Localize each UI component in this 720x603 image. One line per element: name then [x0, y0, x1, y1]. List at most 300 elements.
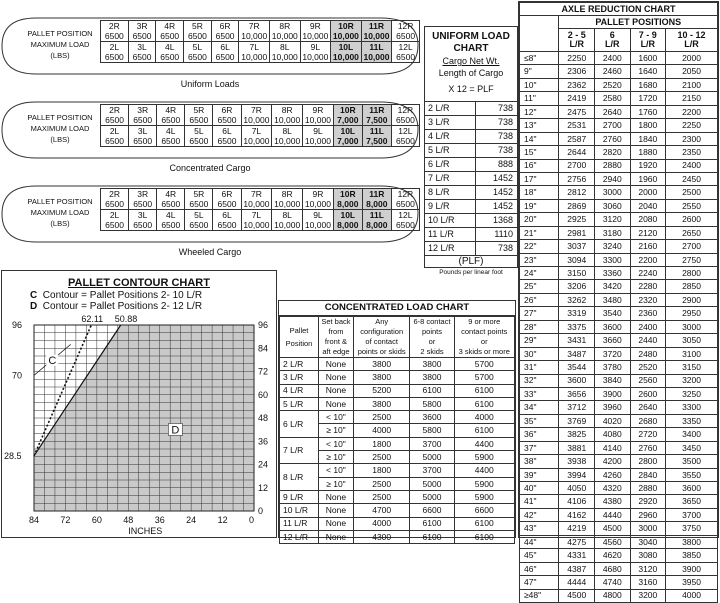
- axle-height: 34": [520, 401, 559, 414]
- conc-header-line: from: [328, 327, 344, 336]
- right-label: 60: [258, 389, 269, 400]
- axle-value: 2360: [630, 307, 666, 320]
- conc-header-9: [454, 317, 514, 358]
- pallet-max-load: 7,000: [337, 136, 359, 146]
- pallet-position: 5R: [191, 21, 203, 31]
- conc-pos: 6 L/R: [280, 411, 319, 438]
- axle-value: 4800: [595, 589, 631, 602]
- contour-plot: [2, 271, 276, 537]
- conc-setback: < 10": [319, 437, 354, 450]
- axle-value: 4680: [595, 562, 631, 575]
- pallet-position: 2R: [109, 189, 120, 199]
- conc-header-line: contact points: [461, 327, 508, 336]
- pallet-position: 6L: [220, 42, 230, 52]
- pallet-position: 12R: [397, 21, 414, 31]
- pallet-max-load: 10,000: [304, 136, 331, 146]
- uniform-cell: 888: [475, 158, 517, 172]
- axle-value: 2812: [559, 186, 595, 199]
- conc-header-line: 2 skids: [420, 347, 444, 356]
- conc-pos: 3 L/R: [280, 371, 319, 384]
- pallet-max-load: 10,000: [363, 52, 390, 62]
- pallet-position: 9L: [310, 42, 321, 52]
- axle-value: 1600: [630, 52, 666, 65]
- conc-setback: ≥ 10": [319, 424, 354, 437]
- pallet-position: 6R: [221, 189, 233, 199]
- axle-value: 4387: [559, 562, 595, 575]
- pallet-max-load: 6500: [160, 52, 180, 62]
- axle-value: 3600: [666, 482, 718, 495]
- axle-value: 3240: [595, 240, 631, 253]
- pallet-max-load: 8,000: [337, 220, 359, 230]
- axle-value: 3400: [666, 428, 718, 441]
- conc-header-line: or: [428, 337, 436, 346]
- axle-height: 33": [520, 387, 559, 400]
- pallet-cell: [391, 210, 419, 231]
- fuselage-caption: Uniform Loads: [180, 79, 240, 89]
- axle-row: [520, 146, 718, 159]
- pallet-cell: [185, 210, 213, 231]
- conc-9: 5900: [454, 490, 514, 503]
- axle-value: 1920: [630, 159, 666, 172]
- pallet-max-load: 10,000: [304, 115, 331, 125]
- axle-value: 2120: [630, 226, 666, 239]
- conc-header-line: points: [421, 327, 442, 336]
- pallet-position: 3L: [137, 126, 148, 136]
- axle-row: [520, 132, 718, 145]
- axle-value: 3120: [630, 562, 666, 575]
- uniform-row: [425, 158, 517, 172]
- conc-header-any: [353, 317, 410, 358]
- axle-value: 3200: [666, 374, 718, 387]
- pallet-cell: [392, 42, 420, 63]
- pallet-max-load: 6500: [105, 199, 125, 209]
- axle-value: 3037: [559, 240, 595, 253]
- uniform-cell: 8 L/R: [425, 186, 475, 200]
- pallet-cell: [156, 42, 184, 63]
- conc-header-line: 6-8 contact: [413, 317, 451, 326]
- fuselage-row-label: (LBS): [50, 135, 70, 144]
- pallet-max-load: 10,000: [243, 199, 270, 209]
- axle-col-header-line: L/R: [684, 39, 699, 49]
- pallet-position: 10L: [340, 126, 356, 136]
- axle-value: 3420: [595, 280, 631, 293]
- pallet-grid: [100, 188, 420, 231]
- right-label: 36: [258, 436, 269, 447]
- uniform-cell: 9 L/R: [425, 200, 475, 214]
- axle-row: [520, 240, 718, 253]
- axle-value: 3700: [666, 508, 718, 521]
- axle-height: ≤8": [520, 52, 559, 65]
- pallet-position: 4L: [164, 42, 175, 52]
- pallet-position: 3R: [136, 21, 148, 31]
- axle-value: 3300: [666, 401, 718, 414]
- axle-value: 4500: [595, 522, 631, 535]
- axle-value: 2200: [630, 253, 666, 266]
- axle-col-header-line: L/R: [605, 39, 620, 49]
- axle-value: 4275: [559, 535, 595, 548]
- right-label: 72: [258, 366, 269, 377]
- pallet-cell: [241, 189, 272, 210]
- pallet-max-load: 6500: [133, 115, 153, 125]
- axle-value: 3206: [559, 280, 595, 293]
- axle-value: 2869: [559, 199, 595, 212]
- pallet-position: 3L: [137, 42, 147, 52]
- axle-value: 2000: [666, 52, 718, 65]
- pallet-cell: [241, 105, 272, 126]
- axle-value: 3150: [666, 361, 718, 374]
- conc-header-pos: [280, 317, 319, 358]
- pallet-grid: [100, 104, 420, 147]
- uniform-cell: 1452: [475, 200, 517, 214]
- axle-row: [520, 414, 718, 427]
- pallet-max-load: 6500: [396, 31, 416, 41]
- pallet-cell: [157, 189, 185, 210]
- pallet-max-load: 6500: [217, 220, 237, 230]
- conc-header-line: Pallet: [289, 326, 309, 335]
- axle-row: [520, 105, 718, 118]
- axle-value: 3994: [559, 468, 595, 481]
- pallet-position: 8L: [282, 210, 292, 220]
- axle-value: 3000: [630, 522, 666, 535]
- axle-value: 4050: [559, 482, 595, 495]
- axle-height: 13": [520, 119, 559, 132]
- axle-value: 2280: [630, 280, 666, 293]
- pallet-max-load: 10,000: [304, 199, 331, 209]
- fuselage-row-labels: [22, 28, 98, 61]
- pallet-max-load: 10,000: [332, 31, 359, 41]
- pallet-max-load: 7,500: [366, 136, 388, 146]
- conc-pos: 2 L/R: [280, 358, 319, 371]
- axle-value: 3160: [630, 576, 666, 589]
- pallet-cell: [129, 105, 157, 126]
- axle-value: 2580: [595, 92, 631, 105]
- axle-value: 2350: [666, 146, 718, 159]
- pallet-position: 7L: [251, 210, 262, 220]
- pallet-max-load: 10,000: [243, 220, 270, 230]
- axle-value: 2040: [630, 199, 666, 212]
- axle-value: 4500: [559, 589, 595, 602]
- axle-height: 16": [520, 159, 559, 172]
- pallet-max-load: 7,000: [337, 115, 359, 125]
- pallet-position: 5L: [194, 210, 204, 220]
- conc-header-line: front &: [324, 337, 347, 346]
- pallet-cell: [362, 105, 391, 126]
- pallet-position: 10R: [340, 105, 356, 115]
- concentrated-load-chart: [278, 300, 516, 542]
- pallet-position: 8L: [280, 42, 290, 52]
- axle-value: 3544: [559, 361, 595, 374]
- axle-row: [520, 522, 718, 535]
- bottom-label: 48: [123, 515, 134, 525]
- axle-col-header-line: 2 - 5: [567, 30, 586, 40]
- pallet-cell: [101, 189, 129, 210]
- conc-row: [280, 437, 515, 450]
- pallet-max-load: 6500: [132, 52, 152, 62]
- pallet-cell: [211, 42, 239, 63]
- conc-setback: None: [319, 517, 354, 530]
- x-axis-label: INCHES: [128, 526, 163, 536]
- pallet-position: 2R: [108, 21, 120, 31]
- conc-header-line: configuration: [360, 327, 404, 336]
- bottom-label: 0: [249, 515, 255, 525]
- pallet-cell: [213, 210, 241, 231]
- axle-value: 3050: [666, 334, 718, 347]
- uniform-cell: 738: [475, 102, 517, 116]
- axle-value: 3120: [595, 213, 631, 226]
- right-label: 24: [258, 459, 269, 470]
- pallet-max-load: 10,000: [243, 136, 270, 146]
- pallet-position: 6L: [222, 126, 232, 136]
- axle-value: 2320: [630, 293, 666, 306]
- axle-value: 2362: [559, 78, 595, 91]
- axle-row: [520, 280, 718, 293]
- axle-value: 3550: [666, 468, 718, 481]
- axle-value: 3000: [595, 186, 631, 199]
- axle-value: 2450: [666, 172, 718, 185]
- pallet-max-load: 6500: [161, 199, 181, 209]
- conc-68: 5000: [410, 451, 454, 464]
- pallet-cell: [303, 105, 334, 126]
- pallet-max-load: 6500: [161, 220, 181, 230]
- axle-value: 2475: [559, 105, 595, 118]
- uniform-cell: 6 L/R: [425, 158, 475, 172]
- uniform-cell: 738: [475, 130, 517, 144]
- axle-value: 4560: [595, 535, 631, 548]
- axle-value: 3350: [666, 414, 718, 427]
- uniform-row: [425, 102, 517, 116]
- axle-height: 15": [520, 146, 559, 159]
- axle-row: [520, 347, 718, 360]
- axle-value: 3800: [666, 535, 718, 548]
- right-label: 84: [258, 343, 269, 354]
- pallet-max-load: 6500: [133, 136, 153, 146]
- axle-value: 2300: [666, 132, 718, 145]
- pallet-cell: [213, 105, 241, 126]
- conc-header-setback: [319, 317, 354, 358]
- pallet-cell: [303, 126, 334, 147]
- axle-value: 3750: [666, 522, 718, 535]
- pallet-position: 9R: [309, 21, 321, 31]
- axle-col-header: [630, 29, 666, 52]
- axle-value: 2500: [666, 186, 718, 199]
- axle-col-header-line: 6: [609, 30, 615, 40]
- right-label: 96: [258, 320, 269, 330]
- pallet-cell: [185, 105, 213, 126]
- fuselage-row-label: MAXIMUM LOAD: [30, 124, 90, 133]
- pallet-cell: [270, 42, 301, 63]
- conc-header-line: Any: [375, 317, 389, 326]
- axle-title: AXLE REDUCTION CHART: [520, 3, 718, 16]
- fuselage-row-label: MAXIMUM LOAD: [30, 40, 90, 49]
- pallet-max-load: 10,000: [363, 31, 390, 41]
- uniform-formula-result: X 12 = PLF: [448, 84, 494, 94]
- pallet-max-load: 10,000: [271, 52, 298, 62]
- pallet-position: 4L: [166, 210, 176, 220]
- conc-any: 3800: [353, 397, 410, 410]
- pallet-position: 3L: [137, 210, 148, 220]
- pallet-position: 12R: [397, 105, 414, 115]
- conc-any: 3800: [353, 358, 410, 371]
- pallet-cell: [241, 126, 272, 147]
- pallet-cell: [272, 105, 303, 126]
- axle-value: 2587: [559, 132, 595, 145]
- axle-reduction-chart: [518, 1, 719, 601]
- pallet-max-load: 6500: [215, 52, 235, 62]
- uniform-row: [425, 144, 517, 158]
- pallet-cell: [300, 21, 331, 42]
- axle-value: 3487: [559, 347, 595, 360]
- axle-row: [520, 361, 718, 374]
- conc-9: 6100: [454, 397, 514, 410]
- axle-height: 21": [520, 226, 559, 239]
- axle-value: 3150: [559, 267, 595, 280]
- pallet-cell: [211, 21, 239, 42]
- axle-value: 2880: [630, 482, 666, 495]
- axle-value: 4331: [559, 549, 595, 562]
- uniform-cell: 1452: [475, 172, 517, 186]
- pallet-position: 10R: [338, 21, 354, 31]
- pallet-position: 11R: [369, 105, 385, 115]
- conc-any: 2500: [353, 451, 410, 464]
- conc-setback: None: [319, 530, 354, 543]
- axle-value: 4080: [595, 428, 631, 441]
- pallet-max-load: 6500: [104, 52, 124, 62]
- axle-value: 2650: [666, 226, 718, 239]
- axle-height: 25": [520, 280, 559, 293]
- axle-value: 2200: [666, 105, 718, 118]
- axle-value: 3040: [630, 535, 666, 548]
- axle-row: [520, 52, 718, 65]
- axle-value: 4320: [595, 482, 631, 495]
- uniform-cell: 1368: [475, 214, 517, 228]
- axle-value: 2760: [595, 132, 631, 145]
- pallet-position: 4L: [166, 126, 176, 136]
- conc-68: 3700: [410, 437, 454, 450]
- pallet-max-load: 6500: [105, 220, 125, 230]
- axle-col-header-line: 7 - 9: [638, 30, 657, 40]
- fuselage-row-label: (LBS): [50, 219, 70, 228]
- axle-row: [520, 307, 718, 320]
- conc-row: [280, 464, 515, 477]
- conc-row: [280, 490, 515, 503]
- left-label: 96: [12, 320, 23, 330]
- axle-height: 9": [520, 65, 559, 78]
- pallet-position: 12L: [398, 126, 413, 136]
- axle-height: 28": [520, 320, 559, 333]
- uniform-row: [425, 214, 517, 228]
- pallet-max-load: 6500: [189, 115, 209, 125]
- axle-value: 4380: [595, 495, 631, 508]
- pallet-cell: [362, 126, 391, 147]
- axle-row: [520, 253, 718, 266]
- conc-pos: 12 L/R: [280, 530, 319, 543]
- uniform-cell: 738: [475, 116, 517, 130]
- axle-value: 3650: [666, 495, 718, 508]
- axle-value: 2460: [595, 65, 631, 78]
- conc-68: 3800: [410, 371, 454, 384]
- pallet-max-load: 10,000: [243, 115, 270, 125]
- axle-value: 3825: [559, 428, 595, 441]
- legend-d-letter: D: [30, 301, 38, 312]
- uniform-formula-num: Cargo Net Wt.: [442, 56, 500, 66]
- fuselage-row-label: MAXIMUM LOAD: [30, 208, 90, 217]
- axle-row: [520, 562, 718, 575]
- conc-9: 6100: [454, 530, 514, 543]
- top-label: 50.88: [114, 314, 138, 324]
- pallet-max-load: 6500: [187, 31, 207, 41]
- fuselage-row-label: PALLET POSITION: [27, 197, 93, 206]
- legend-d-text: Contour = Pallet Positions 2- 12 L/R: [42, 301, 203, 312]
- conc-header-line: Set back: [321, 317, 351, 326]
- axle-value: 2640: [595, 105, 631, 118]
- axle-value: 2900: [666, 293, 718, 306]
- axle-col-header: [595, 29, 631, 52]
- conc-setback: None: [319, 397, 354, 410]
- pallet-max-load: 6500: [217, 199, 237, 209]
- pallet-cell: [129, 210, 157, 231]
- axle-value: 3656: [559, 387, 595, 400]
- axle-row: [520, 455, 718, 468]
- pallet-cell: [303, 210, 334, 231]
- axle-col-header-line: L/R: [640, 39, 656, 49]
- fuselage-caption: Concentrated Cargo: [169, 163, 251, 173]
- axle-value: 2820: [595, 146, 631, 159]
- conc-any: 5200: [353, 384, 410, 397]
- pallet-cell: [272, 210, 303, 231]
- axle-height: 24": [520, 267, 559, 280]
- axle-value: 3960: [595, 401, 631, 414]
- uniform-cell: 4 L/R: [425, 130, 475, 144]
- conc-pos: 5 L/R: [280, 397, 319, 410]
- pallet-max-load: 6500: [189, 199, 209, 209]
- pallet-max-load: 10,000: [274, 199, 301, 209]
- axle-value: 3500: [666, 455, 718, 468]
- axle-value: 2950: [666, 307, 718, 320]
- legend-c-text: Contour = Pallet Positions 2- 10 L/R: [42, 290, 203, 301]
- uniform-cell: 7 L/R: [425, 172, 475, 186]
- uniform-row: [425, 200, 517, 214]
- conc-header-line: 9 or more: [468, 317, 501, 326]
- pallet-cell: [333, 189, 362, 210]
- conc-9: 6600: [454, 504, 514, 517]
- uniform-cell: 12 L/R: [425, 242, 475, 256]
- pallet-position: 6L: [222, 210, 232, 220]
- pallet-position: 12L: [398, 42, 413, 52]
- conc-setback: ≥ 10": [319, 451, 354, 464]
- axle-value: 3840: [595, 374, 631, 387]
- axle-value: 4200: [595, 455, 631, 468]
- pallet-position: 2R: [109, 105, 120, 115]
- uniform-row: [425, 228, 517, 242]
- pallet-cell: [101, 105, 129, 126]
- conc-pos: 9 L/R: [280, 490, 319, 503]
- conc-9: 6100: [454, 517, 514, 530]
- conc-setback: < 10": [319, 411, 354, 424]
- pallet-cell: [391, 126, 419, 147]
- axle-value: 4162: [559, 508, 595, 521]
- pallet-max-load: 6500: [396, 52, 416, 62]
- conc-header-line: Position: [285, 339, 313, 348]
- axle-value: 2150: [666, 92, 718, 105]
- pallet-max-load: 10,000: [302, 52, 329, 62]
- conc-header-row: [280, 317, 515, 358]
- axle-height: 29": [520, 334, 559, 347]
- axle-value: 2480: [630, 347, 666, 360]
- pallet-max-load: 10,000: [304, 220, 331, 230]
- pallet-cell: [185, 126, 213, 147]
- conc-9: 5700: [454, 371, 514, 384]
- conc-setback: ≥ 10": [319, 477, 354, 490]
